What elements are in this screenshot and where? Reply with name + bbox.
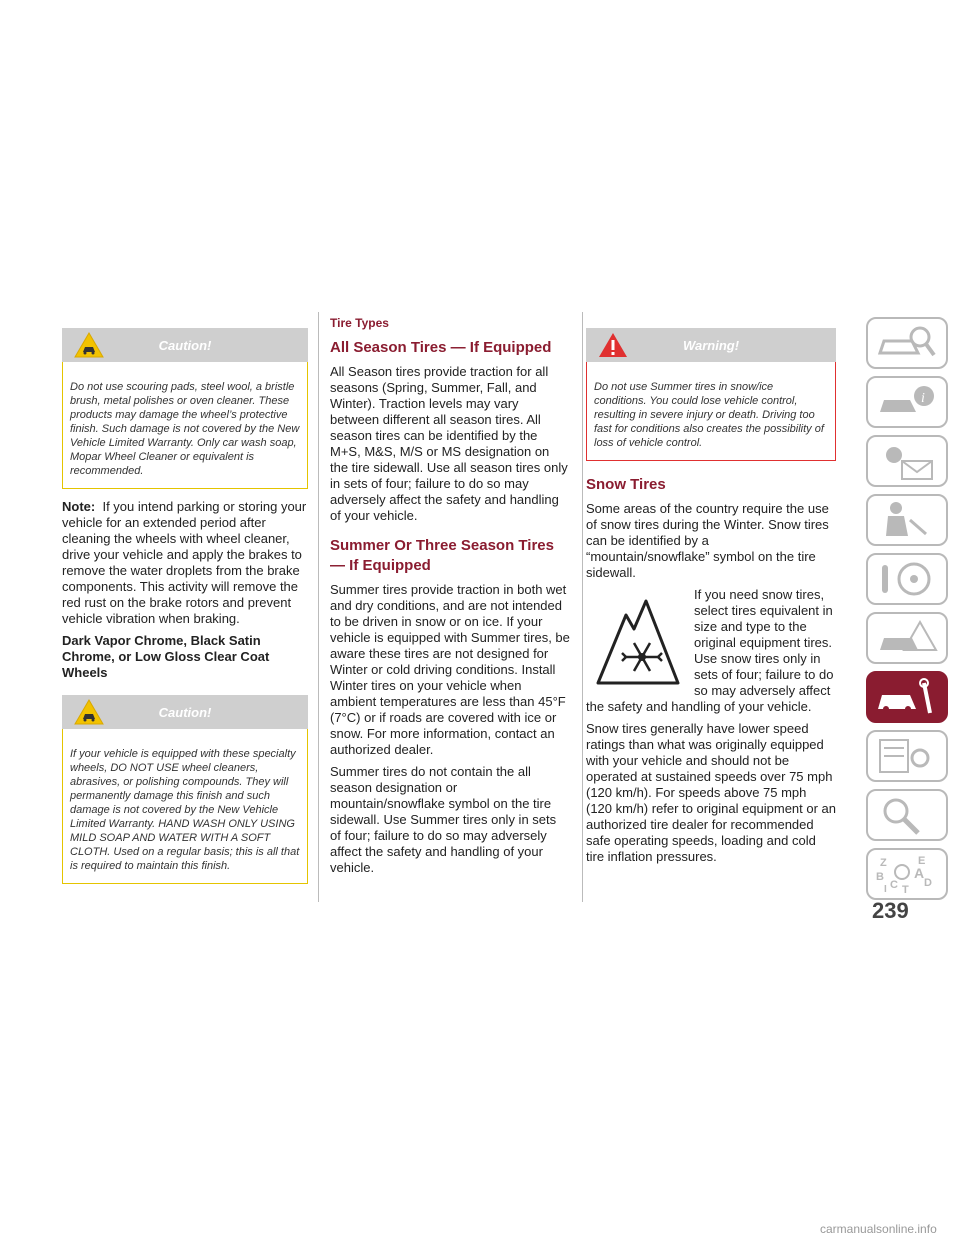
mountain-snowflake-icon bbox=[596, 595, 680, 687]
column-middle bbox=[330, 300, 570, 876]
caution-header bbox=[62, 695, 308, 729]
all-season-text: All Season tires provide traction for all seasons (Spring, Summer, Fall, and Winter). Traction levels may vary between different all season tires. All season tires can be identified by the M+S, M&S, M/S or MS designation on the tire sidewall. Use all season tires only in sets of four; failure to do so may adversely affect the safety and handling of your vehicle. bbox=[330, 364, 568, 523]
index-letter: I bbox=[884, 884, 887, 894]
car-warning-icon bbox=[874, 618, 940, 658]
caution-title: Caution! bbox=[158, 705, 212, 720]
snow-text: Some areas of the country require the use of snow tires during the Winter. Snow tires can be identified by a “mountain/snowflake” symbol on the tire sidewall. bbox=[586, 501, 829, 580]
caution-text: Do not use scouring pads, steel wool, a bristle brush, metal polishes or oven cleaner. These products may damage the wheel’s protective finish. Such damage is not covered by the New Vehicle Limited Warranty. Only car wash soap, Mopar Wheel Cleaner or equivalent is recommended. bbox=[62, 370, 308, 489]
index-letter: E bbox=[918, 855, 926, 867]
caution-text: If your vehicle is equipped with these specialty wheels, DO NOT USE wheel cleaners, abrasives, or polishing compounds. They will permanently damage this finish and such damage is not covered by the New Vehicle Limited Warranty. HAND WASH ONLY USING MILD SOAP AND WATER WITH A SOFT CLOTH. Used on a regular basis; this is all that is required to maintain this finish. bbox=[62, 737, 308, 884]
specs-gear-icon bbox=[874, 736, 940, 776]
column-right bbox=[586, 300, 836, 865]
column-divider bbox=[582, 312, 583, 902]
tire-types-heading: Tire Types bbox=[330, 316, 389, 330]
lights-message-icon bbox=[874, 441, 940, 481]
magnifier-icon bbox=[874, 795, 940, 835]
index-letter: D bbox=[924, 877, 932, 889]
snow-text: If you need snow tires, select tires equivalent in size and type to the original equipment tires. Use snow tires only in sets of four; failure to do so may adversely affect the safety and handling of your vehicle. bbox=[586, 587, 834, 714]
seat-airbag-icon bbox=[874, 500, 940, 540]
summer-heading: Summer Or Three Season Tires — If Equipped bbox=[330, 537, 554, 574]
snow-tires-heading: Snow Tires bbox=[586, 476, 666, 493]
column-left bbox=[62, 300, 308, 884]
car-search-icon bbox=[874, 323, 940, 363]
warning-title: Warning! bbox=[682, 338, 740, 353]
tab-lights[interactable] bbox=[866, 435, 948, 487]
page-number: 239 bbox=[872, 898, 909, 923]
index-letter: T bbox=[902, 884, 909, 894]
summer-text: Summer tires provide traction in both wet and dry conditions, and are not intended to be driven in snow or on ice. If your vehicle is equipped with Summer tires, be aware these tires are not designed for Winter or cold driving conditions. Install Winter tires on your vehicle when ambient temperatures are less than 45°F (7°C) or if roads are covered with ice or snow. For more information, contact an authorized dealer. bbox=[330, 582, 570, 757]
index-letters-icon bbox=[874, 854, 940, 894]
steering-wheel-icon bbox=[874, 559, 940, 599]
tab-controls[interactable] bbox=[866, 376, 948, 428]
all-season-heading: All Season Tires — If Equipped bbox=[330, 339, 552, 356]
index-letter: C bbox=[890, 879, 898, 891]
summer-text: Summer tires do not contain the all season designation or mountain/snowflake symbol on the tire sidewall. Use Summer tires only in sets of four; failure to do so may adversely affect the safety and handling of your vehicle. bbox=[330, 764, 557, 875]
car-info-icon bbox=[874, 382, 940, 422]
tab-search[interactable] bbox=[866, 789, 948, 841]
warning-header bbox=[586, 328, 836, 362]
watermark: carmanualsonline.info bbox=[820, 1222, 937, 1236]
svg-text:i: i bbox=[921, 391, 925, 406]
index-letter: Z bbox=[880, 857, 887, 869]
note-paragraph bbox=[62, 499, 308, 627]
tab-index[interactable] bbox=[866, 848, 948, 900]
snow-symbol-block bbox=[586, 587, 836, 715]
index-letter: A bbox=[914, 865, 925, 881]
tab-safety[interactable] bbox=[866, 494, 948, 546]
warning-text: Do not use Summer tires in snow/ice conditions. You could lose vehicle control, resulting in severe injury or death. Driving too fast for conditions also creates the possibility of loss of vehicle control. bbox=[586, 370, 836, 461]
caution-title: Caution! bbox=[158, 338, 212, 353]
column-divider bbox=[318, 312, 319, 902]
tab-starting[interactable] bbox=[866, 553, 948, 605]
snow-text: Snow tires generally have lower speed ratings than what was originally equipped with your vehicle and should not be operated at sustained speeds over 75 mph (120 km/h). For speeds above 75 mph (120 km/h) refer to original equipment or an authorized tire dealer for recommended safe operating speeds, loading and cold tire inflation pressures. bbox=[586, 721, 837, 864]
tab-emergency[interactable] bbox=[866, 612, 948, 664]
wheels-heading: Dark Vapor Chrome, Black Satin Chrome, or Low Gloss Clear Coat Wheels bbox=[62, 633, 270, 680]
car-wrench-icon bbox=[874, 677, 940, 717]
note-text: If you intend parking or storing your vehicle for an extended period after cleaning the wheels with wheel cleaner, drive your vehicle and apply the brakes to remove the water droplets from the brake components. This activity will remove the red rust on the brake rotors and prevent vehicle vibration when braking. bbox=[62, 499, 307, 626]
tab-getting-to-know[interactable] bbox=[866, 317, 948, 369]
tab-specifications[interactable] bbox=[866, 730, 948, 782]
note-label: Note: bbox=[62, 499, 96, 514]
index-letter: B bbox=[876, 871, 884, 883]
tab-servicing[interactable] bbox=[866, 671, 948, 723]
caution-header bbox=[62, 328, 308, 362]
